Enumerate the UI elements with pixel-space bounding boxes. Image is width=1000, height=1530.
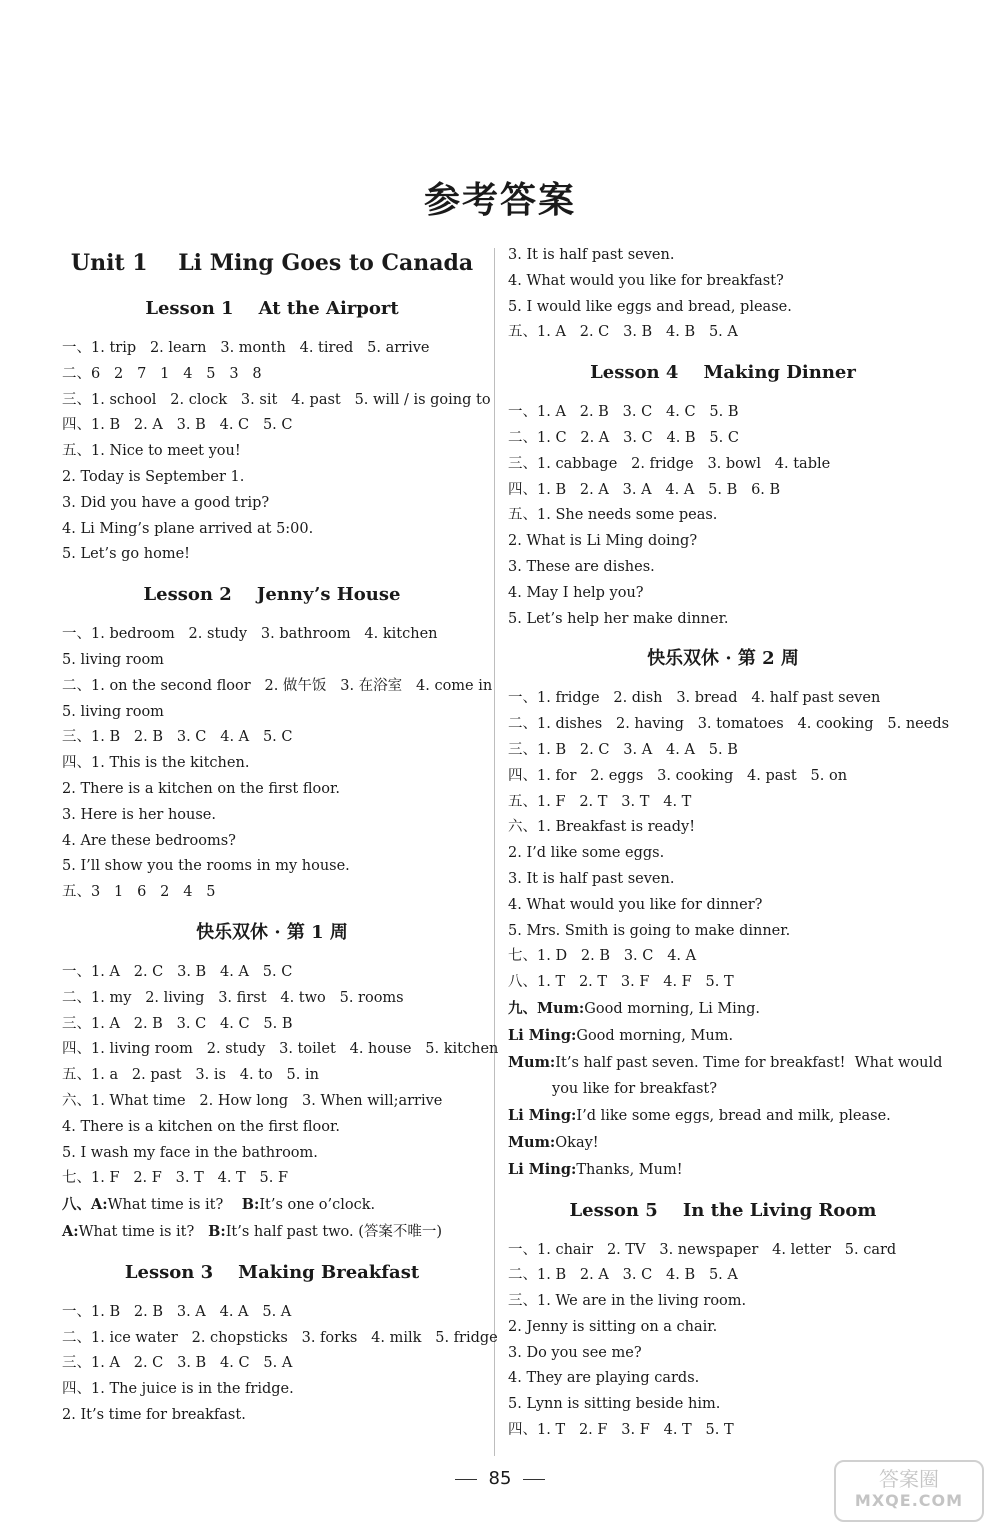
answer-line: 一、1. A 2. B 3. C 4. C 5. B (508, 404, 739, 421)
page-number-dash (455, 1479, 477, 1480)
lesson-3-continued (508, 243, 938, 346)
dialog-line (508, 1103, 938, 1130)
lesson-5-title: Lesson 5 In the Living Room (569, 1199, 877, 1221)
answer-line: 4. May I help you? (508, 584, 644, 601)
answer-line: 三、1. B 2. B 3. C 4. A 5. C (62, 729, 293, 746)
answer-line: 5. I would like eggs and bread, please. (508, 298, 792, 315)
answer-line: 2. It’s time for breakfast. (62, 1406, 246, 1423)
lesson-3-title: Lesson 3 Making Breakfast (124, 1261, 420, 1283)
answer-line: 4. There is a kitchen on the first floor. (62, 1118, 340, 1135)
answer-line: 2. I’d like some eggs. (508, 845, 665, 862)
lesson-4-title: Lesson 4 Making Dinner (590, 362, 856, 384)
dialog-text: Good morning, Li Ming. (584, 1000, 761, 1017)
answer-line: 3. Here is her house. (62, 806, 216, 823)
answer-line: 三、1. We are in the living room. (508, 1293, 747, 1310)
answer-line: 2. There is a kitchen on the first floor. (62, 780, 340, 797)
answer-line: 四、1. T 2. F 3. F 4. T 5. T (508, 1422, 734, 1439)
dialog-line (508, 996, 938, 1023)
dialog-text: What time is it? (107, 1197, 224, 1214)
answer-line: 二、1. on the second floor 2. 做午饭 3. 在浴室 4. come in (62, 677, 493, 694)
answer-line: 五、1. F 2. T 3. T 4. T (508, 793, 692, 810)
lesson-2-answers (62, 622, 493, 906)
answer-line: 2. Today is September 1. (62, 468, 245, 485)
weekend-1-title: 快乐双休 · 第 1 周 (196, 921, 348, 943)
answer-line: 三、1. cabbage 2. fridge 3. bowl 4. table (508, 455, 831, 472)
answer-line: 四、1. B 2. A 3. A 4. A 5. B 6. B (508, 481, 781, 498)
page-number-dash (523, 1479, 545, 1480)
answer-line: 二、1. ice water 2. chopsticks 3. forks 4. milk 5. fridge (62, 1329, 498, 1346)
answer-line: 4. What would you like for breakfast? (508, 272, 784, 289)
dialog-text: you like for breakfast? (552, 1081, 718, 1098)
answer-line: 一、1. bedroom 2. study 3. bathroom 4. kitchen (62, 626, 438, 643)
weekend-2-answers (508, 686, 950, 1183)
page-number-text: 85 (488, 1468, 512, 1489)
right-column (508, 243, 950, 1444)
dialog-text: What time is it? (78, 1223, 195, 1240)
speaker-label: 八、A: (62, 1196, 108, 1214)
column-divider (494, 248, 495, 1456)
answer-line: 二、1. B 2. A 3. C 4. B 5. A (508, 1267, 738, 1284)
answer-line: 四、1. This is the kitchen. (62, 755, 250, 772)
answer-line: 五、3 1 6 2 4 5 (62, 884, 216, 901)
answer-line: 5. living room (62, 703, 164, 720)
answer-line: 三、1. school 2. clock 3. sit 4. past 5. will / is going to (62, 391, 491, 408)
answer-line: 5. Mrs. Smith is going to make dinner. (508, 922, 791, 939)
watermark-url: MXQE.COM (854, 1491, 964, 1510)
unit-title: Unit 1 Li Ming Goes to Canada (70, 250, 474, 276)
answer-line: 二、1. C 2. A 3. C 4. B 5. C (508, 429, 739, 446)
dialog-line (62, 1192, 482, 1219)
answer-line: 四、1. for 2. eggs 3. cooking 4. past 5. on (508, 767, 848, 784)
answer-line: 一、1. chair 2. TV 3. newspaper 4. letter 5. card (508, 1241, 897, 1258)
watermark-text: 答案圈 (879, 1467, 939, 1491)
weekend-1-answers (62, 960, 499, 1246)
lesson-3-answers (62, 1300, 498, 1429)
answer-line: 2. Jenny is sitting on a chair. (508, 1318, 718, 1335)
answer-line: 4. What would you like for dinner? (508, 896, 763, 913)
answer-line: 5. Let’s go home! (62, 546, 190, 563)
answer-line: 八、1. T 2. T 3. F 4. F 5. T (508, 974, 734, 991)
answer-line: 四、1. B 2. A 3. B 4. C 5. C (62, 417, 293, 434)
dialog-text: I’d like some eggs, bread and milk, please. (576, 1108, 891, 1125)
answer-line: 2. What is Li Ming doing? (508, 533, 698, 550)
lesson-1-title: Lesson 1 At the Airport (145, 298, 399, 319)
answer-line: 5. I wash my face in the bathroom. (62, 1144, 318, 1161)
watermark-logo (834, 1460, 984, 1522)
answer-line: 五、1. Nice to meet you! (62, 443, 241, 460)
answer-line: 三、1. A 2. B 3. C 4. C 5. B (62, 1015, 293, 1032)
speaker-label: Li Ming: (508, 1107, 577, 1125)
dialog-text: It’s half past two. (答案不唯一) (225, 1223, 443, 1240)
lesson-5-answers (508, 1238, 938, 1444)
speaker-label: Mum: (508, 1053, 556, 1071)
weekend-2-title: 快乐双休 · 第 2 周 (647, 648, 799, 670)
answer-line: 五、1. She needs some peas. (508, 507, 718, 524)
dialog-text: Good morning, Mum. (576, 1027, 734, 1044)
speaker-label: B: (208, 1222, 226, 1240)
answer-line: 一、1. fridge 2. dish 3. bread 4. half past seven (508, 690, 881, 707)
answer-line: 七、1. F 2. F 3. T 4. T 5. F (62, 1170, 289, 1187)
answer-line: 3. It is half past seven. (508, 247, 675, 263)
dialog-line (62, 1219, 482, 1246)
answer-line: 五、1. A 2. C 3. B 4. B 5. A (508, 324, 738, 341)
answer-line: 六、1. Breakfast is ready! (508, 819, 696, 836)
answer-line: 三、1. B 2. C 3. A 4. A 5. B (508, 741, 738, 758)
dialog-text: It’s one o’clock. (259, 1197, 376, 1214)
speaker-label: B: (241, 1196, 260, 1214)
answer-line: 七、1. D 2. B 3. C 4. A (508, 948, 697, 965)
speaker-label: Li Ming: (508, 1026, 577, 1044)
left-column (62, 246, 499, 1429)
answer-line: 一、1. A 2. C 3. B 4. A 5. C (62, 963, 293, 980)
answer-line: 3. These are dishes. (508, 558, 655, 575)
dialog-line (508, 1157, 938, 1184)
lesson-2-title: Lesson 2 Jenny’s House (143, 584, 401, 606)
dialog-line (508, 1023, 938, 1050)
speaker-label: Li Ming: (508, 1160, 577, 1178)
dialog-text: Okay! (555, 1134, 599, 1151)
answer-line: 五、1. a 2. past 3. is 4. to 5. in (62, 1067, 319, 1084)
answer-line: 一、1. trip 2. learn 3. month 4. tired 5. arrive (62, 340, 430, 356)
answer-line: 3. Did you have a good trip? (62, 494, 270, 511)
answer-line: 4. Li Ming’s plane arrived at 5:00. (62, 520, 314, 537)
answer-line: 5. Let’s help her make dinner. (508, 610, 729, 627)
dialog-line (508, 1130, 938, 1157)
answer-line: 六、1. What time 2. How long 3. When will;arrive (62, 1092, 443, 1109)
dialog-line (508, 1050, 943, 1077)
answer-line: 3. It is half past seven. (508, 870, 675, 887)
dialog-line (508, 1076, 938, 1103)
dialog-text: Thanks, Mum! (576, 1161, 683, 1178)
answer-line: 四、1. living room 2. study 3. toilet 4. house 5. kitchen (62, 1041, 499, 1058)
lesson-4-answers (508, 400, 938, 632)
page-title: 参考答案 (423, 180, 576, 221)
answer-line: 5. I’ll show you the rooms in my house. (62, 858, 350, 875)
answer-line: 5. living room (62, 651, 164, 668)
dialog-text: It’s half past seven. Time for breakfast! What would (555, 1054, 943, 1071)
answer-line: 四、1. The juice is in the fridge. (62, 1381, 294, 1398)
answer-line: 一、1. B 2. B 3. A 4. A 5. A (62, 1303, 292, 1320)
answer-line: 3. Do you see me? (508, 1344, 642, 1361)
answer-line: 4. Are these bedrooms? (62, 832, 236, 849)
answer-line: 二、1. my 2. living 3. first 4. two 5. rooms (62, 989, 404, 1006)
answer-line: 4. They are playing cards. (508, 1370, 700, 1387)
speaker-label: A: (62, 1222, 79, 1240)
speaker-label: 九、Mum: (508, 999, 585, 1017)
answer-line: 三、1. A 2. C 3. B 4. C 5. A (62, 1355, 293, 1372)
answer-line: 二、6 2 7 1 4 5 3 8 (62, 365, 262, 382)
lesson-1-answers (62, 336, 491, 568)
answer-line: 5. Lynn is sitting beside him. (508, 1396, 721, 1413)
answer-line: 二、1. dishes 2. having 3. tomatoes 4. cooking 5. needs (508, 716, 950, 733)
speaker-label: Mum: (508, 1133, 556, 1151)
